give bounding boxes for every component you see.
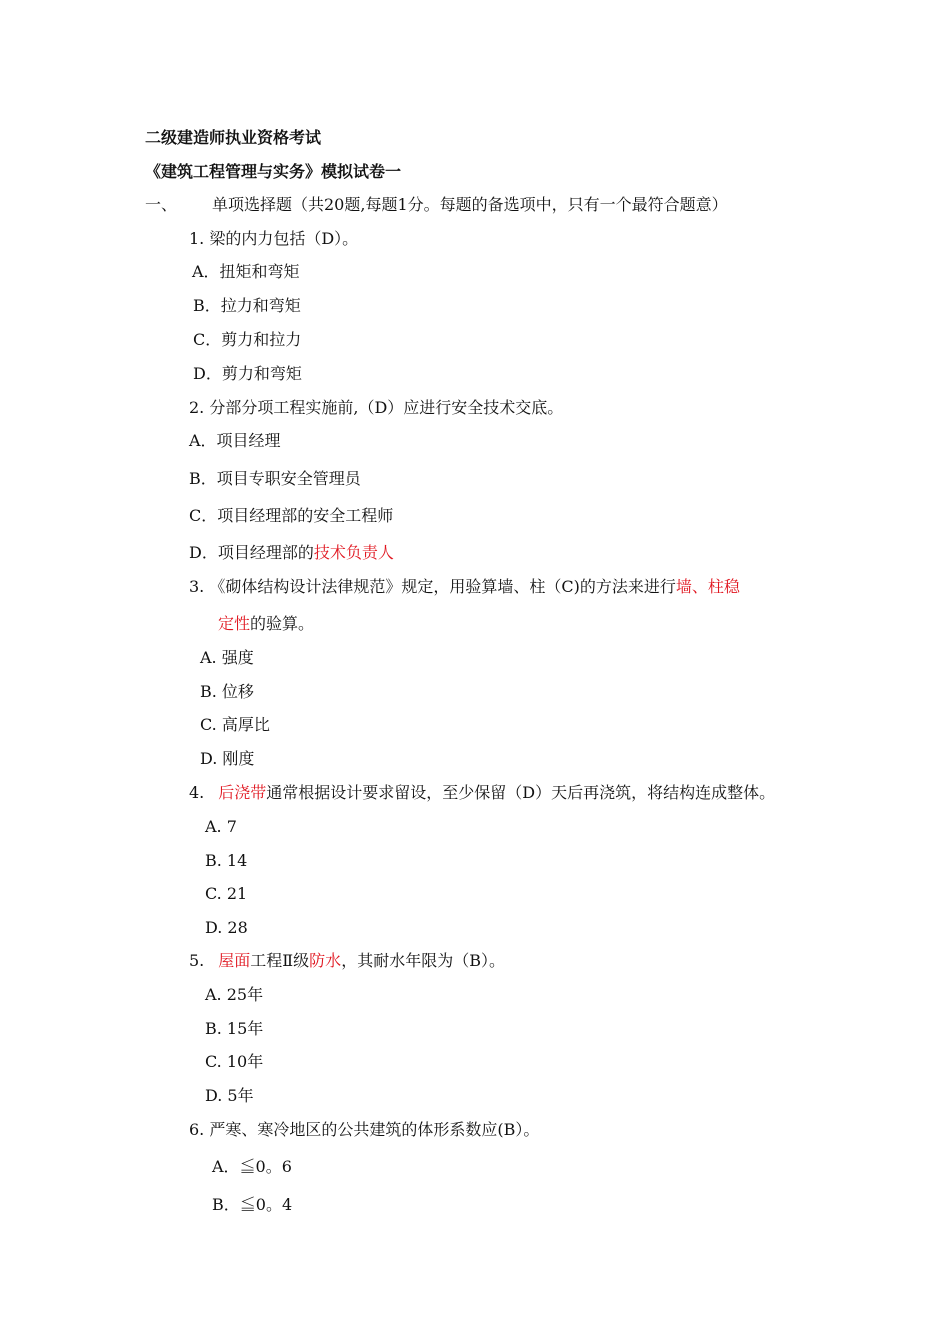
question-2-option-d-text: D．项目经理部的 <box>189 543 314 562</box>
question-5-option-c: C. 10年 <box>205 1052 264 1071</box>
question-2-option-c: C．项目经理部的安全工程师 <box>189 506 394 525</box>
question-1-option-b: B．拉力和弯矩 <box>193 296 301 315</box>
question-5-option-d: D. 5年 <box>205 1086 254 1105</box>
question-5-option-b: B. 15年 <box>205 1019 264 1038</box>
document-subtitle: 《建筑工程管理与实务》模拟试卷一 <box>145 162 402 181</box>
question-5-number: 5. <box>189 951 205 970</box>
question-4-stem-text: 通常根据设计要求留设，至少保留（D）天后再浇筑，将结构连成整体。 <box>266 783 776 802</box>
question-3-stem-end: 的验算。 <box>250 614 315 633</box>
question-5-stem-middle: 工程Ⅱ级 <box>250 951 310 970</box>
question-1-stem: 1. 梁的内力包括（D）。 <box>189 229 359 248</box>
section-number: 一、 <box>145 195 178 214</box>
question-6-stem: 6. 严寒、寒冷地区的公共建筑的体形系数应(B）。 <box>189 1120 540 1139</box>
question-2-option-d <box>189 543 394 563</box>
question-6-option-a: A．≦0。6 <box>212 1157 292 1176</box>
question-2-option-d-highlight: 技术负责人 <box>313 543 394 562</box>
question-2-stem: 2. 分部分项工程实施前,（D）应进行安全技术交底。 <box>189 398 564 417</box>
question-3-option-c: C. 高厚比 <box>200 715 270 734</box>
question-3-option-a: A. 强度 <box>200 648 254 667</box>
question-4-option-c: C. 21 <box>205 884 248 903</box>
question-3-stem-text: 3. 《砌体结构设计法律规范》规定，用验算墙、柱（C)的方法来进行 <box>189 577 676 596</box>
question-4-option-a: A. 7 <box>205 817 237 836</box>
question-2-option-a: A．项目经理 <box>189 431 281 450</box>
section-heading: 单项选择题（共20题,每题1分。每题的备选项中，只有一个最符合题意） <box>212 195 728 214</box>
question-3-stem-line-1 <box>189 577 740 597</box>
question-5-option-a: A. 25年 <box>205 985 264 1004</box>
question-1-option-d: D．剪力和弯矩 <box>193 364 302 383</box>
question-6-option-b: B．≦0。4 <box>212 1195 293 1214</box>
question-5-stem-highlight-1: 屋面 <box>218 951 251 970</box>
question-4-option-d: D. 28 <box>205 918 248 937</box>
document-title: 二级建造师执业资格考试 <box>145 128 322 147</box>
question-1-option-a: A．扭矩和弯矩 <box>192 262 300 281</box>
question-4-number: 4. <box>189 783 205 802</box>
question-3-stem-line-2 <box>218 614 314 634</box>
question-3-option-d: D. 刚度 <box>200 749 255 768</box>
question-4-stem-highlight: 后浇带 <box>218 783 267 802</box>
question-2-option-b: B．项目专职安全管理员 <box>189 469 361 488</box>
question-5-stem <box>189 951 505 971</box>
question-4-option-b: B. 14 <box>205 851 248 870</box>
question-5-stem-text: ，其耐水年限为（B）。 <box>341 951 505 970</box>
question-5-stem-highlight-2: 防水 <box>309 951 342 970</box>
question-3-option-b: B. 位移 <box>200 682 254 701</box>
question-3-stem-highlight-1: 墙、柱稳 <box>675 577 740 596</box>
question-3-stem-highlight-2: 定性 <box>218 614 251 633</box>
question-1-option-c: C．剪力和拉力 <box>193 330 302 349</box>
question-4-stem <box>189 783 775 803</box>
